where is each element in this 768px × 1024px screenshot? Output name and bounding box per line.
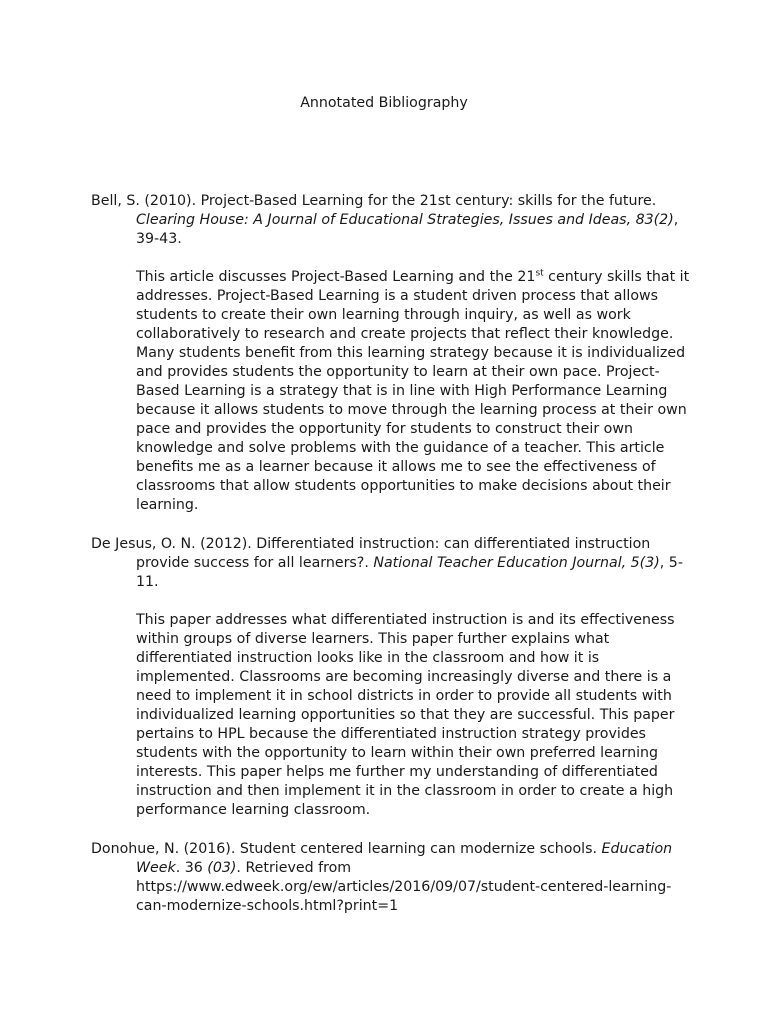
annotation bbox=[136, 268, 691, 515]
citation-text: Donohue, N. (2016). Student centered learning can modernize schools. bbox=[91, 841, 602, 857]
journal-title: Clearing House: A Journal of Educational Strategies, Issues and Ideas, 83(2) bbox=[136, 212, 674, 228]
citation bbox=[91, 535, 691, 592]
citation-issue: (03) bbox=[207, 860, 237, 876]
citation-volume: . 36 bbox=[175, 860, 208, 876]
citation bbox=[91, 840, 691, 916]
citation-text: De Jesus, O. N. (2012). Differentiated instruction: can differentiated instruction provide success for all learners?. bbox=[91, 536, 651, 571]
journal-title: Education Week bbox=[136, 841, 673, 876]
bibliography-entry-de-jesus bbox=[91, 535, 691, 820]
citation-pages: , 5-11. bbox=[136, 555, 683, 590]
ordinal-suffix: st bbox=[535, 268, 544, 279]
annotation-text: This article discusses Project-Based Learning and the 21 bbox=[136, 269, 536, 285]
bibliography-entry-donohue bbox=[91, 840, 691, 916]
document-title: Annotated Bibliography bbox=[300, 95, 468, 111]
citation bbox=[91, 192, 691, 249]
annotation-text-continued: century skills that it addresses. Project-Based Learning is a student driven process that allows students to create their own learning through inquiry, as well as work collaboratively to research and create projects that reflect their knowledge. Many students benefit from this learning strategy because it is individualized and provides students the opportunity to learn at their own pace. Project-Based Learning is a strategy that is in line with High Performance Learning because it allows students to move through the learning process at their own pace and provides the opportunity for students to construct their own knowledge and solve problems with the guidance of a teacher. This article benefits me as a learner because it allows me to see the effectiveness of classrooms that allow students opportunities to make decisions about their learning. bbox=[136, 269, 690, 513]
bibliography-entry-bell bbox=[91, 192, 691, 515]
citation-text: Bell, S. (2010). Project-Based Learning for the 21st century: skills for the future. bbox=[91, 193, 657, 209]
citation-retrieval: . Retrieved from https://www.edweek.org/ew/articles/2016/09/07/student-centered-learning-can-modernize-schools.html?print=1 bbox=[136, 860, 672, 914]
journal-title: National Teacher Education Journal, 5(3) bbox=[373, 555, 660, 571]
annotation: This paper addresses what differentiated instruction is and its effectiveness within groups of diverse learners. This paper further explains what differentiated instruction looks like in the classroom and how it is implemented. Classrooms are becoming increasingly diverse and there is a need to implement it in school districts in order to provide all students with individualized learning opportunities so that they are successful. This paper pertains to HPL because the differentiated instruction strategy provides students with the opportunity to learn within their own preferred learning interests. This paper helps me further my understanding of differentiated instruction and then implement it in the classroom in order to create a high performance learning classroom. bbox=[136, 612, 675, 818]
citation-pages: , 39-43. bbox=[136, 212, 679, 247]
